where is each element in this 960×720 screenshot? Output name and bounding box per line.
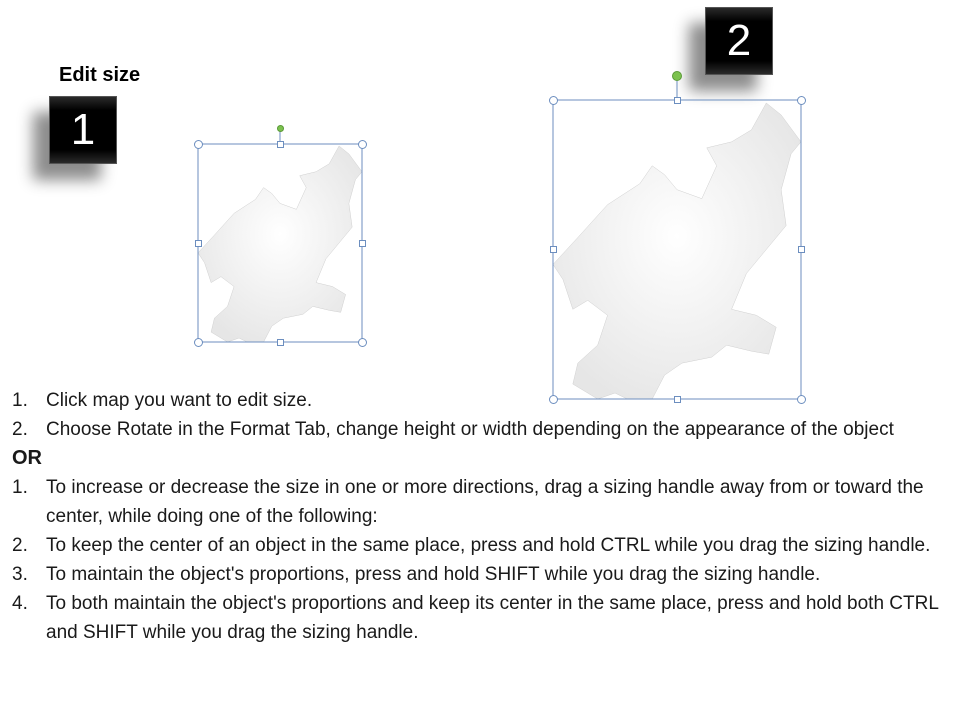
rotate-handle[interactable]: [672, 71, 682, 81]
map-shape-large[interactable]: [553, 100, 801, 399]
step-text: To both maintain the object's proportions and keep its center in the same place, press and hold both CTRL and SHIFT while you drag the sizing handle.: [46, 593, 939, 643]
map-outline: [553, 100, 801, 399]
or-label: OR: [12, 447, 42, 469]
step-number: 2.: [12, 535, 28, 556]
step-b-3: [12, 560, 952, 589]
step-number: 1.: [12, 390, 28, 411]
map-shape-small[interactable]: [198, 144, 362, 342]
instructions: [12, 386, 952, 647]
step-badge-1: 1: [49, 96, 117, 164]
corner-sizing-handle[interactable]: [194, 338, 203, 347]
side-sizing-handle[interactable]: [674, 97, 681, 104]
side-sizing-handle[interactable]: [550, 246, 557, 253]
step-a-2: [12, 415, 952, 444]
side-sizing-handle[interactable]: [798, 246, 805, 253]
step-text: Choose Rotate in the Format Tab, change height or width depending on the appearance of the object: [46, 419, 894, 440]
step-number: 1.: [12, 477, 28, 498]
side-sizing-handle[interactable]: [195, 240, 202, 247]
step-text: To keep the center of an object in the same place, press and hold CTRL while you drag the sizing handle.: [46, 535, 931, 556]
step-text: Click map you want to edit size.: [46, 390, 313, 411]
corner-sizing-handle[interactable]: [194, 140, 203, 149]
corner-sizing-handle[interactable]: [358, 140, 367, 149]
side-sizing-handle[interactable]: [359, 240, 366, 247]
step-b-4: [12, 589, 952, 647]
step-number: 2.: [12, 419, 28, 440]
corner-sizing-handle[interactable]: [797, 96, 806, 105]
step-b-2: [12, 531, 952, 560]
slide-title: Edit size: [59, 64, 141, 86]
map-outline: [198, 144, 362, 342]
step-b-1: [12, 473, 952, 531]
corner-sizing-handle[interactable]: [549, 96, 558, 105]
step-text: To increase or decrease the size in one or more directions, drag a sizing handle away from or toward the center, while doing one of the following:: [46, 477, 924, 527]
step-badge-2: 2: [705, 7, 773, 75]
step-number: 4.: [12, 593, 28, 614]
side-sizing-handle[interactable]: [277, 141, 284, 148]
step-text: To maintain the object's proportions, press and hold SHIFT while you drag the sizing handle.: [46, 564, 821, 585]
rotate-handle[interactable]: [277, 125, 284, 132]
step-a-1: [12, 386, 952, 415]
step-number: 3.: [12, 564, 28, 585]
corner-sizing-handle[interactable]: [358, 338, 367, 347]
side-sizing-handle[interactable]: [277, 339, 284, 346]
